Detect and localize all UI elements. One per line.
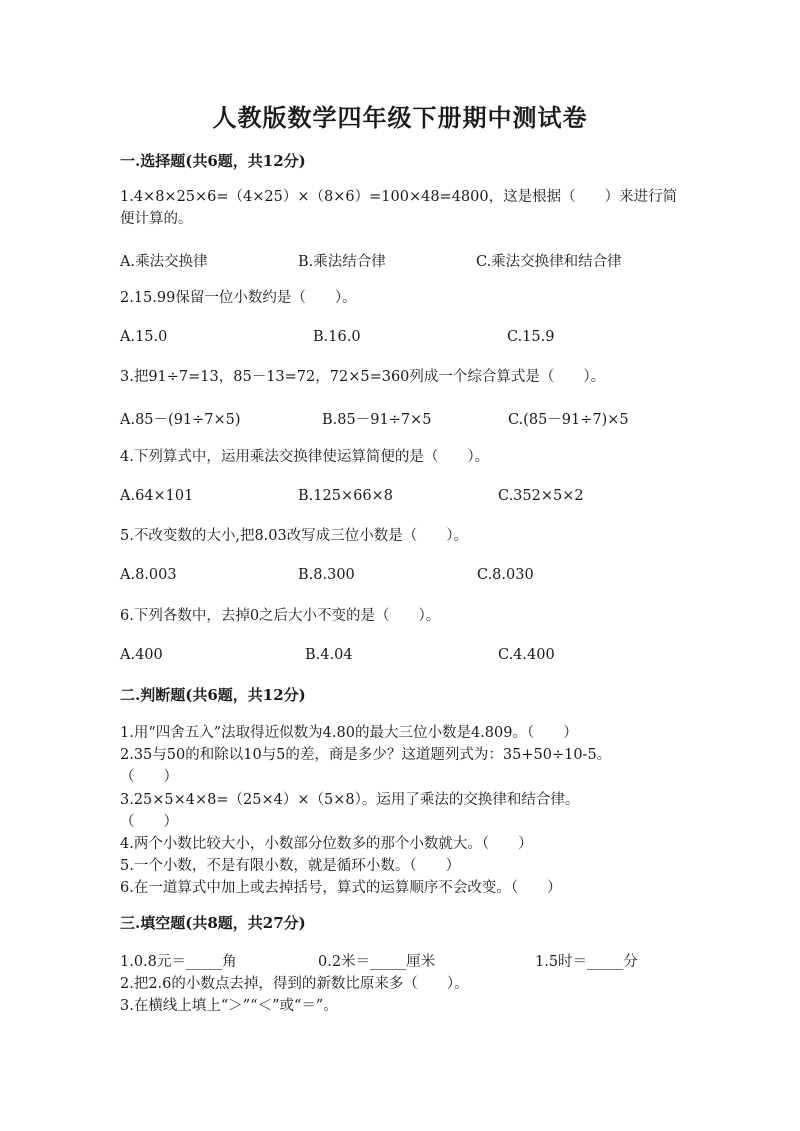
option-1-1-c: C.乘法交换律和结合律	[476, 254, 622, 270]
question-1-4: 4.下列算式中，运用乘法交换律使运算简便的是（ ）。	[120, 449, 490, 465]
option-1-5-b: B.8.300	[298, 567, 355, 583]
judge-1: 1.用“四舍五入”法取得近似数为4.80的最大三位小数是4.809。（ ）	[120, 725, 578, 741]
option-1-4-a: A.64×101	[120, 488, 194, 504]
option-1-4-b: B.125×66×8	[298, 488, 393, 504]
option-1-6-a: A.400	[120, 647, 163, 663]
section-1-heading: 一.选择题(共6题，共12分)	[120, 152, 306, 170]
judge-5: 5.一个小数，不是有限小数，就是循环小数。（ ）	[120, 858, 461, 874]
option-1-3-b: B.85－91÷7×5	[322, 412, 432, 428]
option-1-1-b: B.乘法结合律	[298, 254, 386, 270]
question-1-5: 5.不改变数的大小,把8.03改写成三位小数是（ ）。	[120, 528, 468, 544]
option-1-5-c: C.8.030	[477, 567, 534, 583]
question-1-6: 6.下列各数中，去掉0之后大小不变的是（ ）。	[120, 608, 441, 624]
option-1-3-a: A.85－(91÷7×5)	[120, 412, 241, 428]
section-2-heading: 二.判断题(共6题，共12分)	[120, 686, 306, 704]
fill-3: 3.在横线上填上“＞”“＜”或“＝”。	[120, 998, 338, 1014]
judge-2: 2.35与50的和除以10与5的差，商是多少？这道题列式为：35+50÷10-5。	[120, 747, 612, 763]
fill-1a: 1.0.8元＝_____角	[120, 954, 237, 970]
option-1-2-b: B.16.0	[313, 329, 361, 345]
option-1-4-c: C.352×5×2	[498, 488, 584, 504]
judge-4: 4.两个小数比较大小，小数部分位数多的那个小数就大。（ ）	[120, 836, 533, 852]
fill-1b: 0.2米＝_____厘米	[318, 954, 436, 970]
question-1-2: 2.15.99保留一位小数约是（ ）。	[120, 290, 357, 306]
fill-1c: 1.5时＝_____分	[535, 954, 638, 970]
option-1-2-a: A.15.0	[120, 329, 168, 345]
fill-2: 2.把2.6的小数点去掉，得到的新数比原来多（ ）。	[120, 976, 469, 992]
option-1-5-a: A.8.003	[120, 567, 177, 583]
question-1-1: 1.4×8×25×6=（4×25）×（8×6）=100×48=4800，这是根据（ ）来进行简便计算的。	[120, 189, 678, 227]
judge-3: 3.25×5×4×8=（25×4）×（5×8）。运用了乘法的交换律和结合律。	[120, 792, 580, 808]
option-1-1-a: A.乘法交换律	[120, 254, 208, 270]
judge-6: 6.在一道算式中加上或去掉括号，算式的运算顺序不会改变。（ ）	[120, 880, 562, 896]
option-1-3-c: C.(85－91÷7)×5	[508, 412, 629, 428]
page-title: 人教版数学四年级下册期中测试卷	[212, 103, 588, 132]
judge-2-bracket: （ ）	[120, 769, 178, 785]
judge-3-bracket: （ ）	[120, 814, 178, 830]
option-1-6-c: C.4.400	[498, 647, 555, 663]
option-1-6-b: B.4.04	[305, 647, 353, 663]
option-1-2-c: C.15.9	[507, 329, 555, 345]
question-1-3: 3.把91÷7=13，85－13=72，72×5=360列成一个综合算式是（ ）。	[120, 369, 606, 385]
section-3-heading: 三.填空题(共8题，共27分)	[120, 914, 306, 932]
